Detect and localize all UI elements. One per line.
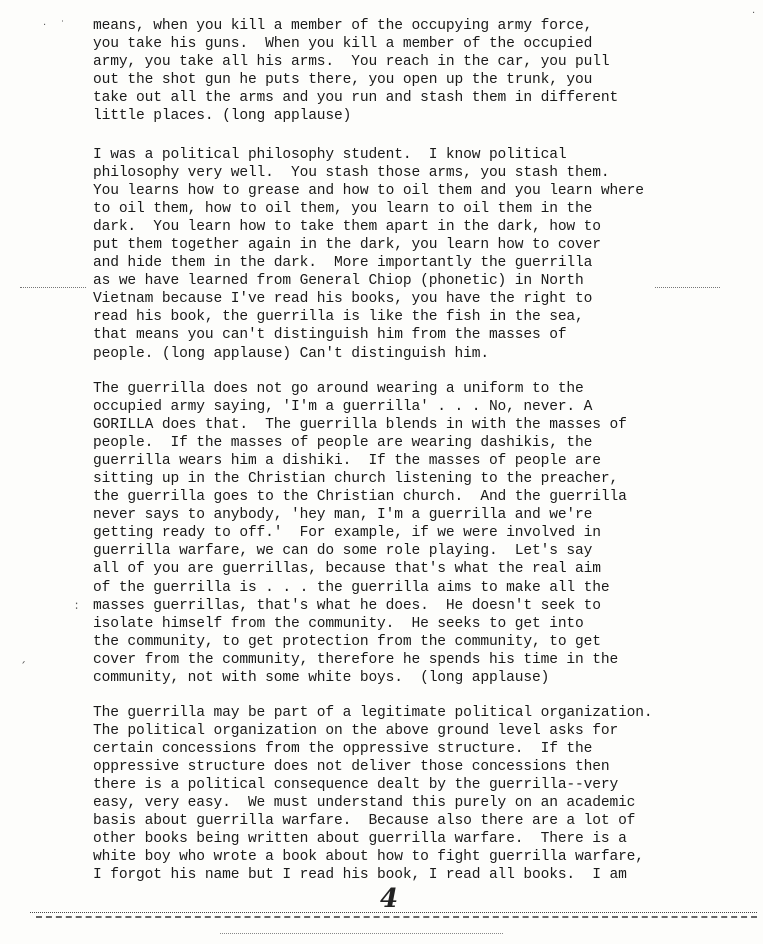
text-line: take out all the arms and you run and stash them in different xyxy=(93,90,619,107)
text-line: The political organization on the above ground level asks for xyxy=(93,723,619,740)
text-line: people. If the masses of people are wearing dashikis, the xyxy=(93,435,593,452)
text-line: community, not with some white boys. (long applause) xyxy=(93,669,550,686)
text-line: cover from the community, therefore he spends his time in the xyxy=(93,651,619,668)
text-line: as we have learned from General Chiop (phonetic) in North xyxy=(93,273,584,290)
text-line: guerrilla warfare, we can do some role playing. Let's say xyxy=(93,543,593,560)
text-line: isolate himself from the community. He seeks to get into xyxy=(93,615,584,632)
paragraph-2 xyxy=(93,146,644,363)
page-number: 4 xyxy=(380,884,399,914)
text-line: easy, very easy. We must understand this purely on an academic xyxy=(93,795,636,812)
margin-dot-mark: · xyxy=(43,20,47,31)
text-line: out the shot gun he puts there, you open up the trunk, you xyxy=(93,72,593,89)
text-line: of the guerrilla is . . . the guerrilla aims to make all the xyxy=(93,579,610,596)
text-line: GORILLA does that. The guerrilla blends in with the masses of xyxy=(93,417,627,434)
footer-rule xyxy=(220,933,503,934)
text-line: I forgot his name but I read his book, I read all books. I am xyxy=(93,867,627,884)
text-line: masses guerrillas, that's what he does. He doesn't seek to xyxy=(93,597,601,614)
text-line: you take his guns. When you kill a member of the occupied xyxy=(93,36,593,53)
text-line: The guerrilla may be part of a legitimate political organization. xyxy=(93,705,653,721)
text-line: put them together again in the dark, you learn how to cover xyxy=(93,237,601,254)
text-line: people. (long applause) Can't distinguish him. xyxy=(93,345,489,362)
text-line: I was a political philosophy student. I know political xyxy=(93,147,567,163)
text-line: other books being written about guerrilla warfare. There is a xyxy=(93,831,627,848)
paragraph-3 xyxy=(93,380,627,687)
text-line: there is a political consequence dealt by the guerrilla--very xyxy=(93,777,619,794)
text-line: basis about guerrilla warfare. Because also there are a lot of xyxy=(93,813,636,830)
text-line: the community, to get protection from the community, to get xyxy=(93,633,601,650)
text-line: the guerrilla goes to the Christian church. And the guerrilla xyxy=(93,489,627,506)
paragraph-4 xyxy=(93,704,653,884)
text-line: sitting up in the Christian church listening to the preacher, xyxy=(93,471,619,488)
text-line: certain concessions from the oppressive structure. If the xyxy=(93,741,593,758)
text-line: read his book, the guerrilla is like the fish in the sea, xyxy=(93,309,584,326)
text-line: to oil them, how to oil them, you learn to oil them in the xyxy=(93,201,593,218)
text-line: white boy who wrote a book about how to fight guerrilla warfare, xyxy=(93,849,644,866)
text-line: and hide them in the dark. More importantly the guerrilla xyxy=(93,255,593,272)
text-line: Vietnam because I've read his books, you have the right to xyxy=(93,291,593,308)
text-line: guerrilla wears him a dishiki. If the masses of people are xyxy=(93,453,601,470)
margin-dot-mark: ∶ xyxy=(75,599,79,613)
text-line: You learns how to grease and how to oil them and you learn where xyxy=(93,183,644,200)
paragraph-1 xyxy=(93,17,618,125)
text-line: never says to anybody, 'hey man, I'm a guerrilla and we're xyxy=(93,507,593,524)
text-line: army, you take all his arms. You reach in the car, you pull xyxy=(93,54,610,71)
text-line: occupied army saying, 'I'm a guerrilla' . . . No, never. A xyxy=(93,399,593,416)
text-line: little places. (long applause) xyxy=(93,108,352,125)
text-line: getting ready to off.' For example, if we were involved in xyxy=(93,525,601,542)
margin-dot-mark: ˙ xyxy=(60,20,65,31)
text-line: that means you can't distinguish him from the masses of xyxy=(93,327,567,344)
scan-noise-mark xyxy=(655,287,720,288)
text-line: means, when you kill a member of the occupying army force, xyxy=(93,18,593,34)
footer-rule xyxy=(36,916,757,918)
text-line: The guerrilla does not go around wearing a uniform to the xyxy=(93,381,584,397)
text-line: dark. You learn how to take them apart in the dark, how to xyxy=(93,219,601,236)
margin-dot-mark: · xyxy=(752,8,756,19)
footer-rule xyxy=(30,912,757,913)
text-line: oppressive structure does not deliver those concessions then xyxy=(93,759,610,776)
text-line: all of you are guerrillas, because that's what the real aim xyxy=(93,561,601,578)
scan-noise-mark xyxy=(20,287,86,288)
margin-dot-mark: ˊ xyxy=(20,660,26,674)
text-line: philosophy very well. You stash those arms, you stash them. xyxy=(93,165,610,182)
